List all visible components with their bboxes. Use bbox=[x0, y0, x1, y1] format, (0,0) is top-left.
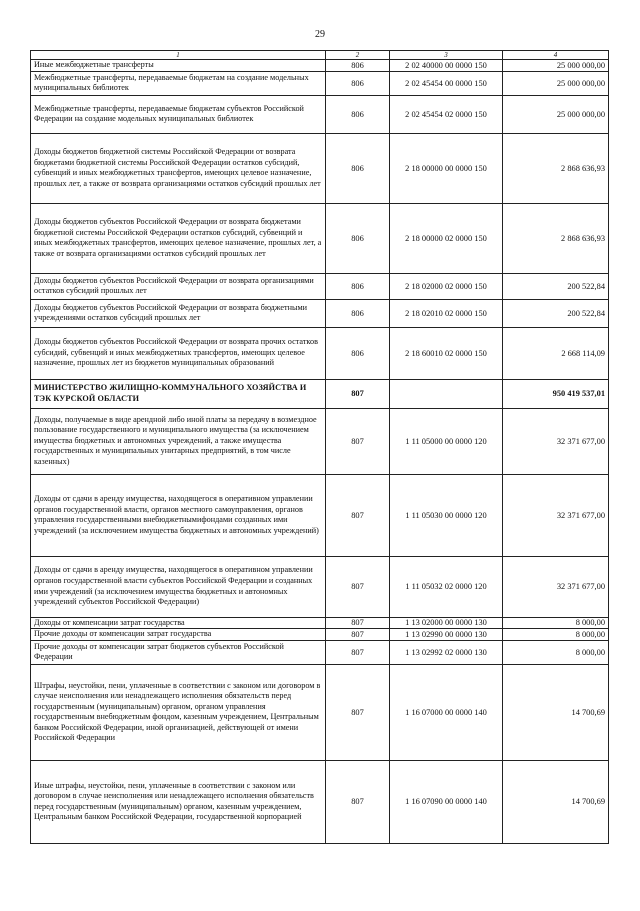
admin-code: 807 bbox=[326, 664, 390, 760]
table-row bbox=[31, 760, 609, 843]
table-row bbox=[31, 640, 609, 664]
budget-classification-code: 2 18 02010 02 0000 150 bbox=[390, 299, 503, 327]
column-number-name: 1 bbox=[31, 51, 326, 60]
table-row bbox=[31, 133, 609, 203]
table-row bbox=[31, 556, 609, 617]
budget-classification-code: 2 18 00000 02 0000 150 bbox=[390, 203, 503, 273]
income-name: Доходы бюджетов бюджетной системы Российской Федерации от возврата бюджетами бюджетной системы Российской Федерации остатков субсидий, субвенций и иных межбюджетных трансфертов, имеющих целевое назначение, прошлых лет, а также от возврата организациями остатков субсидий прошлых лет bbox=[31, 133, 326, 203]
admin-code: 807 bbox=[326, 379, 390, 408]
budget-classification-code: 2 02 45454 02 0000 150 bbox=[390, 95, 503, 133]
amount: 200 522,84 bbox=[503, 299, 609, 327]
admin-code: 807 bbox=[326, 760, 390, 843]
table-row bbox=[31, 71, 609, 95]
page-number: 29 bbox=[315, 29, 325, 40]
amount: 950 419 537,01 bbox=[503, 379, 609, 408]
admin-code: 807 bbox=[326, 640, 390, 664]
admin-code: 807 bbox=[326, 556, 390, 617]
income-name: Доходы бюджетов субъектов Российской Федерации от возврата организациями остатков субсидий прошлых лет bbox=[31, 273, 326, 299]
budget-classification-code bbox=[390, 379, 503, 408]
amount: 32 371 677,00 bbox=[503, 408, 609, 474]
income-name: Доходы бюджетов субъектов Российской Федерации от возврата бюджетами бюджетной системы Российской Федерации остатков субсидий, субвенций и иных межбюджетных трансфертов, имеющих целевое назначение, прошлых лет, а также от возврата организациями остатков субсидий прошлых лет bbox=[31, 203, 326, 273]
table-row bbox=[31, 408, 609, 474]
amount: 32 371 677,00 bbox=[503, 556, 609, 617]
income-name: Прочие доходы от компенсации затрат государства bbox=[31, 629, 326, 641]
admin-code: 806 bbox=[326, 60, 390, 72]
amount: 14 700,69 bbox=[503, 664, 609, 760]
budget-classification-code: 1 11 05032 02 0000 120 bbox=[390, 556, 503, 617]
amount: 2 668 114,09 bbox=[503, 327, 609, 379]
table-row bbox=[31, 327, 609, 379]
table-row bbox=[31, 299, 609, 327]
budget-classification-code: 1 13 02000 00 0000 130 bbox=[390, 617, 503, 629]
budget-classification-code: 2 18 00000 00 0000 150 bbox=[390, 133, 503, 203]
admin-code: 807 bbox=[326, 617, 390, 629]
admin-code: 806 bbox=[326, 327, 390, 379]
amount: 25 000 000,00 bbox=[503, 95, 609, 133]
income-name: Прочие доходы от компенсации затрат бюджетов субъектов Российской Федерации bbox=[31, 640, 326, 664]
admin-code: 806 bbox=[326, 273, 390, 299]
ministry-name: МИНИСТЕРСТВО ЖИЛИЩНО-КОММУНАЛЬНОГО ХОЗЯЙСТВА И ТЭК КУРСКОЙ ОБЛАСТИ bbox=[31, 379, 326, 408]
budget-classification-code: 1 16 07090 00 0000 140 bbox=[390, 760, 503, 843]
income-name: Штрафы, неустойки, пени, уплаченные в соответствии с законом или договором в случае неисполнения или ненадлежащего исполнения обязательств перед государственным (муниципальным) органом, органом управления государственным внебюджетным фондом, казенным учреждением, Центральным банком Российской Федерации, иной организацией, действующей от имени Российской Федерации bbox=[31, 664, 326, 760]
amount: 8 000,00 bbox=[503, 640, 609, 664]
admin-code: 806 bbox=[326, 133, 390, 203]
table-row bbox=[31, 60, 609, 72]
table-row bbox=[31, 664, 609, 760]
budget-classification-code: 1 11 05000 00 0000 120 bbox=[390, 408, 503, 474]
income-name: Иные штрафы, неустойки, пени, уплаченные в соответствии с законом или договором в случае неисполнения или ненадлежащего исполнения обязательств перед государственным (муниципальным) органом, казенным учреждением, Центральным банком Российской Федерации, государственной корпорацией bbox=[31, 760, 326, 843]
budget-classification-code: 1 13 02992 02 0000 130 bbox=[390, 640, 503, 664]
column-number-row bbox=[31, 51, 609, 60]
income-name: Межбюджетные трансферты, передаваемые бюджетам на создание модельных муниципальных библиотек bbox=[31, 71, 326, 95]
income-name: Доходы бюджетов субъектов Российской Федерации от возврата бюджетными учреждениями остатков субсидий прошлых лет bbox=[31, 299, 326, 327]
budget-classification-code: 1 11 05030 00 0000 120 bbox=[390, 474, 503, 556]
admin-code: 807 bbox=[326, 629, 390, 641]
amount: 14 700,69 bbox=[503, 760, 609, 843]
table-row bbox=[31, 474, 609, 556]
admin-code: 806 bbox=[326, 95, 390, 133]
amount: 2 868 636,93 bbox=[503, 203, 609, 273]
income-name: Межбюджетные трансферты, передаваемые бюджетам субъектов Российской Федерации на создание модельных муниципальных библиотек bbox=[31, 95, 326, 133]
table-row bbox=[31, 273, 609, 299]
column-number-code: 3 bbox=[390, 51, 503, 60]
table-row bbox=[31, 203, 609, 273]
admin-code: 806 bbox=[326, 203, 390, 273]
table-row-ministry bbox=[31, 379, 609, 408]
budget-classification-code: 2 18 02000 02 0000 150 bbox=[390, 273, 503, 299]
amount: 200 522,84 bbox=[503, 273, 609, 299]
amount: 32 371 677,00 bbox=[503, 474, 609, 556]
amount: 25 000 000,00 bbox=[503, 71, 609, 95]
income-name: Доходы от сдачи в аренду имущества, находящегося в оперативном управлении органов государственной власти, органов местного самоуправления, органов управления государственными внебюджетнымифондами созданных ими учреждений (за исключением имущества бюджетных и автономных учреждений) bbox=[31, 474, 326, 556]
income-name: Иные межбюджетные трансферты bbox=[31, 60, 326, 72]
budget-classification-code: 2 02 40000 00 0000 150 bbox=[390, 60, 503, 72]
income-name: Доходы бюджетов субъектов Российской Федерации от возврата прочих остатков субсидий, субвенций и иных межбюджетных трансфертов, имеющих целевое назначение, прошлых лет из бюджетов муниципальных образований bbox=[31, 327, 326, 379]
table-row bbox=[31, 617, 609, 629]
amount: 25 000 000,00 bbox=[503, 60, 609, 72]
revenue-table bbox=[30, 50, 609, 844]
admin-code: 806 bbox=[326, 71, 390, 95]
admin-code: 807 bbox=[326, 408, 390, 474]
table-row bbox=[31, 629, 609, 641]
column-number-amount: 4 bbox=[503, 51, 609, 60]
income-name: Доходы, получаемые в виде арендной либо иной платы за передачу в возмездное пользование государственного и муниципального имущества (за исключением имущества бюджетных и автономных учреждений, а также имущества государственных и муниципальных унитарных предприятий, в том числе казенных) bbox=[31, 408, 326, 474]
income-name: Доходы от сдачи в аренду имущества, находящегося в оперативном управлении органов государственной власти субъектов Российской Федерации и созданных ими учреждений (за исключением имущества бюджетных и автономных учреждений субъектов Российской Федерации) bbox=[31, 556, 326, 617]
amount: 8 000,00 bbox=[503, 629, 609, 641]
admin-code: 807 bbox=[326, 474, 390, 556]
column-number-admin: 2 bbox=[326, 51, 390, 60]
table-row bbox=[31, 95, 609, 133]
budget-classification-code: 1 13 02990 00 0000 130 bbox=[390, 629, 503, 641]
amount: 2 868 636,93 bbox=[503, 133, 609, 203]
amount: 8 000,00 bbox=[503, 617, 609, 629]
budget-classification-code: 1 16 07000 00 0000 140 bbox=[390, 664, 503, 760]
income-name: Доходы от компенсации затрат государства bbox=[31, 617, 326, 629]
budget-classification-code: 2 18 60010 02 0000 150 bbox=[390, 327, 503, 379]
budget-classification-code: 2 02 45454 00 0000 150 bbox=[390, 71, 503, 95]
admin-code: 806 bbox=[326, 299, 390, 327]
